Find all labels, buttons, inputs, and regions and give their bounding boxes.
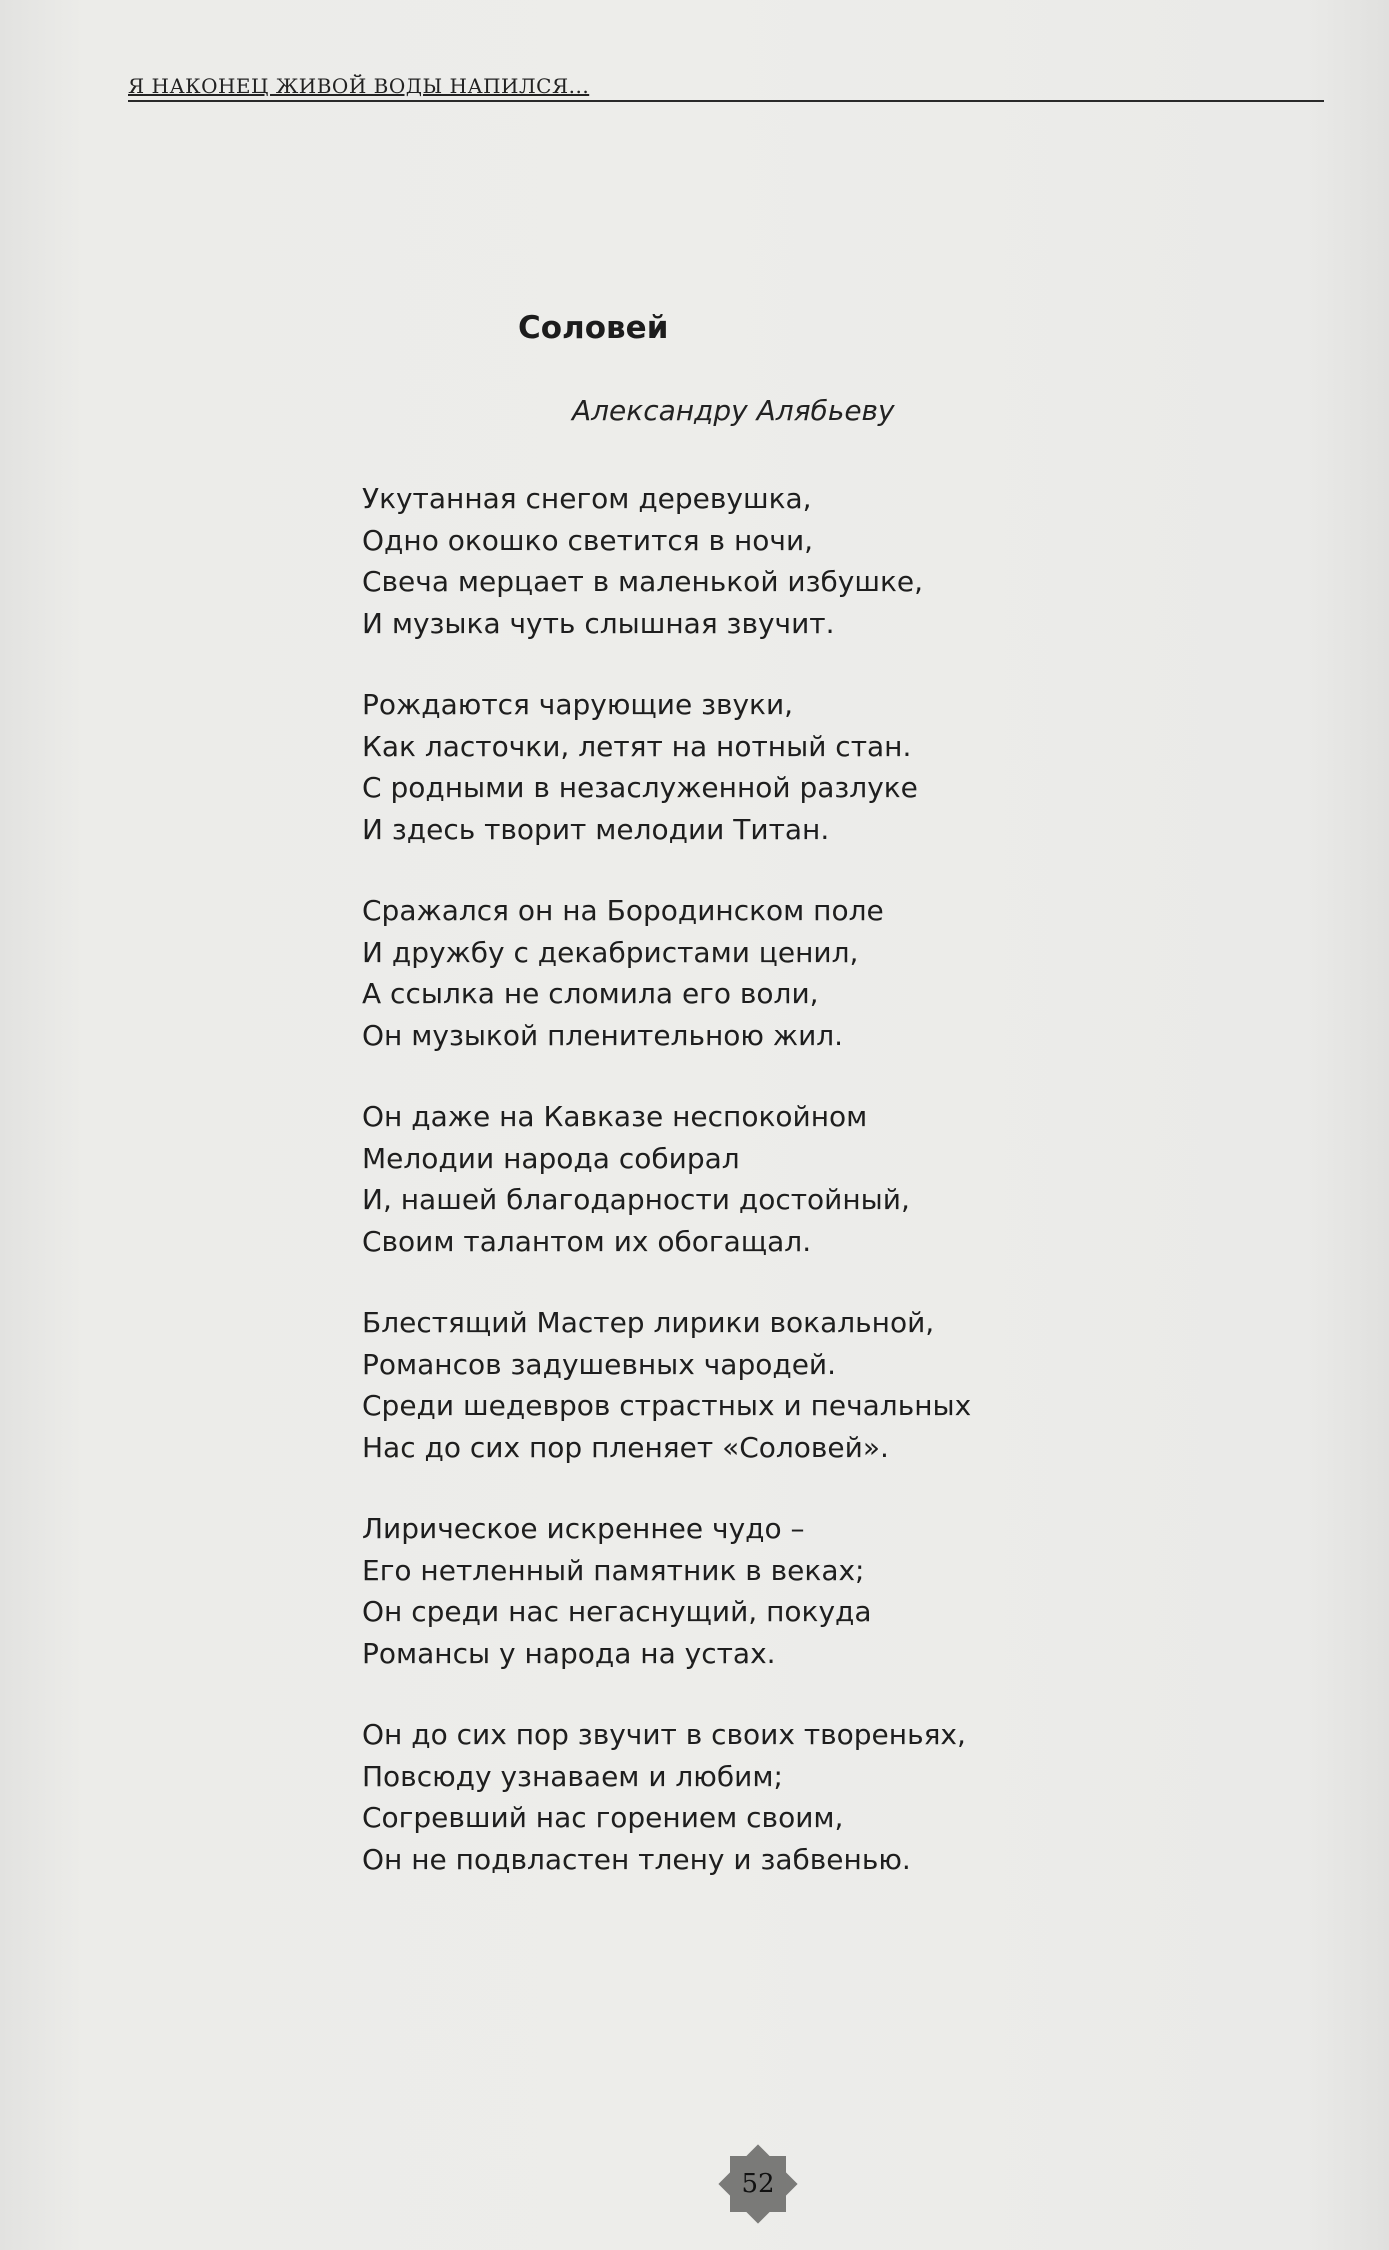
poem-line: Он не подвластен тлену и забвенью.: [362, 1842, 911, 1876]
running-title: Я НАКОНЕЦ ЖИВОЙ ВОДЫ НАПИЛСЯ...: [128, 74, 590, 98]
poem-line: А ссылка не сломила его воли,: [362, 977, 819, 1010]
stanza: [362, 1096, 1122, 1262]
poem-line: И дружбу с декабристами ценил,: [362, 935, 859, 969]
running-header: [128, 70, 1324, 102]
poem-line: Среди шедевров страстных и печальных: [362, 1389, 972, 1422]
poem-line: Повсюду узнаваем и любим;: [362, 1759, 783, 1793]
stanza: [362, 684, 1122, 850]
poem-body: [362, 478, 1122, 1920]
poem-line: Рождаются чарующие звуки,: [362, 688, 794, 721]
poem-line: Он до сих пор звучит в своих твореньях,: [362, 1718, 966, 1751]
poem-line: Свеча мерцает в маленькой избушке,: [362, 565, 923, 598]
stanza: [362, 1302, 1122, 1468]
poem-title: Соловей: [518, 310, 669, 346]
poem-line: Согревший нас горением своим,: [362, 1801, 844, 1834]
page-number-ornament: [718, 2144, 798, 2224]
poem-line: Он даже на Кавказе неспокойном: [362, 1100, 868, 1133]
poem-line: Романсов задушевных чародей.: [362, 1347, 837, 1381]
poem-line: Блестящий Мастер лирики вокальной,: [362, 1306, 935, 1339]
poem-dedication: Александру Алябьеву: [572, 394, 895, 427]
poem-line: И, нашей благодарности достойный,: [362, 1183, 910, 1216]
stanza: [362, 890, 1122, 1056]
poem-line: Укутанная снегом деревушка,: [362, 482, 812, 515]
poem-line: Романсы у народа на устах.: [362, 1636, 776, 1670]
poem-line: Сражался он на Бородинском поле: [362, 894, 884, 927]
stanza: [362, 1508, 1122, 1674]
poem-line: С родными в незаслуженной разлуке: [362, 771, 918, 804]
poem-line: Он среди нас негаснущий, покуда: [362, 1595, 872, 1628]
poem-line: И музыка чуть слышная звучит.: [362, 606, 835, 640]
page-number: 52: [741, 2169, 775, 2199]
poem-line: И здесь творит мелодии Титан.: [362, 812, 830, 846]
poem-line: Своим талантом их обогащал.: [362, 1224, 812, 1258]
poem-line: Его нетленный памятник в веках;: [362, 1553, 865, 1587]
poem-line: Одно окошко светится в ночи,: [362, 523, 814, 557]
poem-line: Он музыкой пленительною жил.: [362, 1018, 844, 1052]
stanza: [362, 478, 1122, 644]
stanza: [362, 1714, 1122, 1880]
poem-line: Нас до сих пор пленяет «Соловей».: [362, 1430, 889, 1464]
poem-line: Как ласточки, летят на нотный стан.: [362, 729, 912, 763]
poem-line: Мелодии народа собирал: [362, 1141, 740, 1175]
poem-line: Лирическое искреннее чудо –: [362, 1512, 805, 1545]
